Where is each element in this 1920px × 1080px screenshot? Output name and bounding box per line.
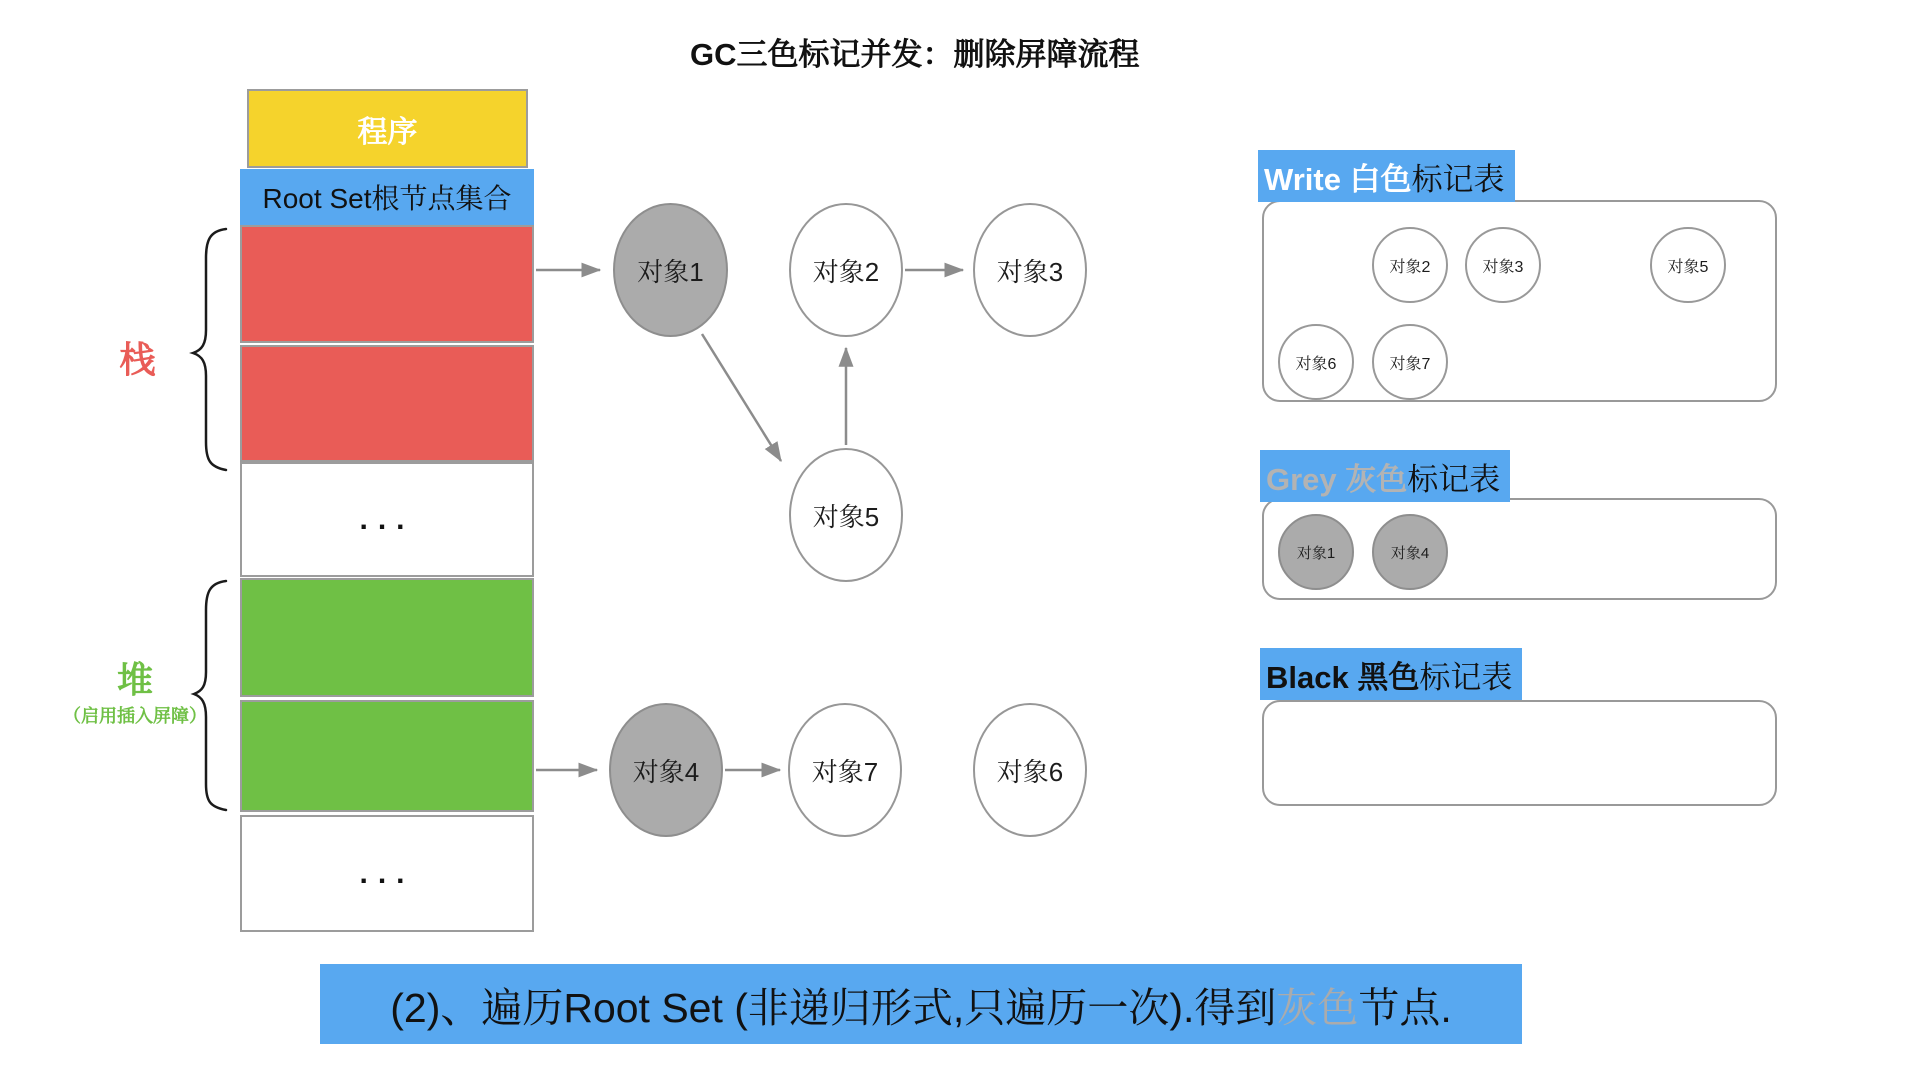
black-table-title-rest: 标记表 bbox=[1419, 659, 1513, 695]
stack-label: 栈 bbox=[119, 339, 156, 380]
white-table-node-obj6-label: 对象6 bbox=[1295, 355, 1337, 373]
white-table-node-obj2-label: 对象2 bbox=[1389, 258, 1431, 276]
page-title: GC三色标记并发：删除屏障流程 bbox=[690, 36, 1140, 72]
white-table-header bbox=[1258, 150, 1515, 202]
graph-node-obj4-label: 对象4 bbox=[632, 756, 700, 787]
white-table-node-obj3-label: 对象3 bbox=[1482, 258, 1524, 276]
step-caption-after: 节点. bbox=[1358, 984, 1452, 1031]
graph-node-obj5-label: 对象5 bbox=[812, 501, 880, 532]
graph-node-obj1 bbox=[613, 203, 728, 337]
white-table-node-obj7 bbox=[1372, 324, 1448, 400]
grey-table-node-obj4 bbox=[1372, 514, 1448, 590]
step-caption-before: (2)、遍历Root Set (非递归形式,只遍历一次).得到 bbox=[390, 984, 1277, 1031]
grey-table-node-obj1-label: 对象1 bbox=[1296, 544, 1336, 562]
graph-node-obj7 bbox=[788, 703, 902, 837]
graph-node-obj3-label: 对象3 bbox=[996, 256, 1064, 287]
ellipsis-bottom-label: ... bbox=[359, 856, 415, 890]
step-caption-highlight: 灰色 bbox=[1276, 984, 1359, 1031]
white-table-node-obj2 bbox=[1372, 227, 1448, 303]
white-table-title-rest: 标记表 bbox=[1411, 161, 1505, 197]
program-label: 程序 bbox=[357, 115, 418, 149]
heap-label: 堆 bbox=[116, 659, 153, 700]
graph-node-obj5 bbox=[789, 448, 903, 582]
grey-table-title-rest: 标记表 bbox=[1407, 461, 1501, 497]
white-table-title-accent: Write 白色 bbox=[1264, 161, 1412, 197]
graph-node-obj7-label: 对象7 bbox=[811, 756, 879, 787]
white-table-node-obj3 bbox=[1465, 227, 1541, 303]
grey-table-title-accent: Grey 灰色 bbox=[1266, 461, 1408, 497]
white-table-node-obj6 bbox=[1278, 324, 1354, 400]
stack-brace bbox=[193, 229, 226, 470]
graph-node-obj6 bbox=[973, 703, 1087, 837]
graph-node-obj2 bbox=[789, 203, 903, 337]
black-table-title-accent: Black 黑色 bbox=[1266, 659, 1420, 695]
root-set-label: Root Set根节点集合 bbox=[262, 183, 512, 214]
black-table-header bbox=[1260, 648, 1522, 700]
grey-table-header bbox=[1260, 450, 1510, 502]
graph-node-obj4 bbox=[609, 703, 723, 837]
black-table-panel bbox=[1262, 700, 1777, 806]
white-table-node-obj7-label: 对象7 bbox=[1389, 355, 1431, 373]
graph-node-obj1-label: 对象1 bbox=[637, 256, 704, 287]
graph-node-obj3 bbox=[973, 203, 1087, 337]
white-table-node-obj5 bbox=[1650, 227, 1726, 303]
edge-obj1-to-obj5 bbox=[702, 334, 781, 461]
graph-node-obj2-label: 对象2 bbox=[812, 256, 880, 287]
heap-brace bbox=[194, 581, 226, 810]
white-table-node-obj5-label: 对象5 bbox=[1667, 258, 1709, 276]
graph-node-obj6-label: 对象6 bbox=[996, 756, 1064, 787]
ellipsis-top-label: ... bbox=[359, 502, 415, 536]
grey-table-node-obj1 bbox=[1278, 514, 1354, 590]
heap-insert-barrier-note: （启用插入屏障） bbox=[63, 706, 207, 726]
grey-table-node-obj4-label: 对象4 bbox=[1390, 544, 1430, 562]
